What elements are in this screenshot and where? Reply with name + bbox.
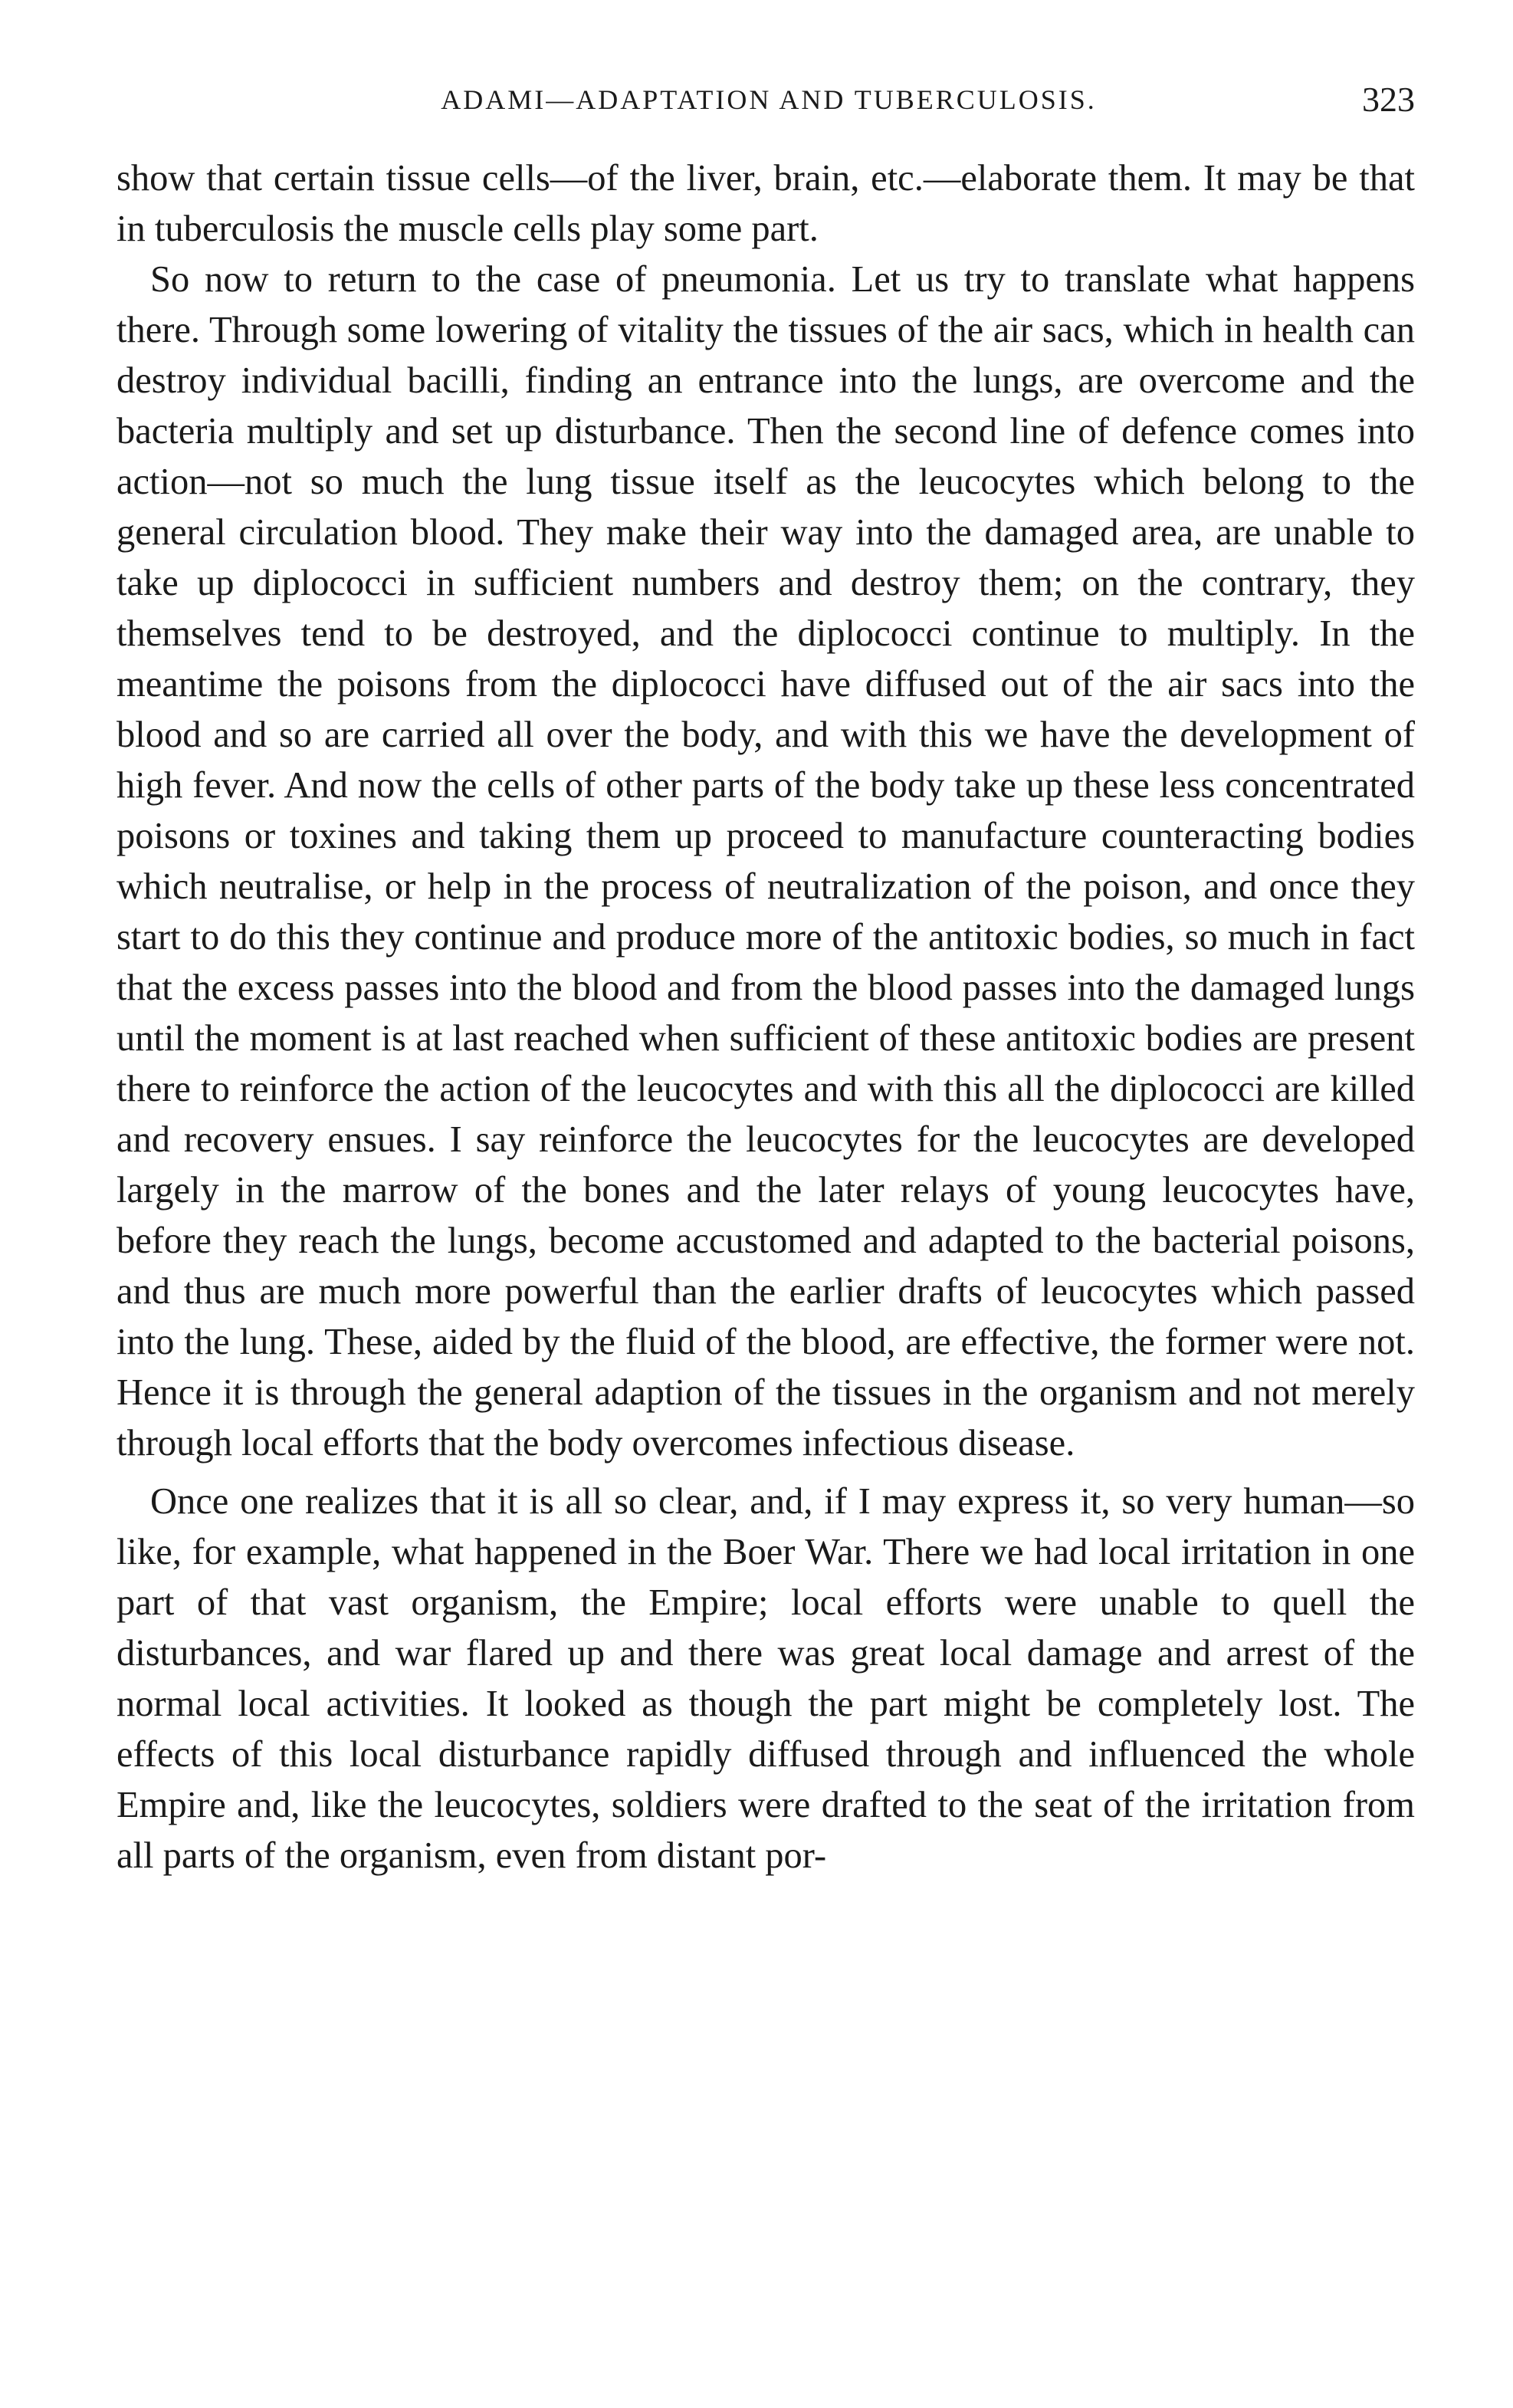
running-title: ADAMI—ADAPTATION AND TUBERCULOSIS. <box>441 84 1097 115</box>
body-text <box>117 153 1415 1881</box>
paragraph-pneumonia: So now to return to the case of pneumonia. Let us try to translate what happens there. Through some lowering of vitality the tissues of the air sacs, which in health can destroy individual bacilli, finding an entrance into the lungs, are overcome and the bacteria multiply and set up disturbance. Then the second line of defence comes into action—not so much the lung tissue itself as the leucocytes which belong to the general circulation blood. They make their way into the damaged area, are unable to take up diplococci in sufficient numbers and destroy them; on the contrary, they themselves tend to be destroyed, and the diplococci continue to multiply. In the meantime the poisons from the diplococci have diffused out of the air sacs into the blood and so are carried all over the body, and with this we have the development of high fever. And now the cells of other parts of the body take up these less concentrated poisons or toxines and taking them up proceed to manufacture counteracting bodies which neutralise, or help in the process of neutralization of the poison, and once they start to do this they continue and produce more of the antitoxic bodies, so much in fact that the excess passes into the blood and from the blood passes into the damaged lungs until the moment is at last reached when sufficient of these antitoxic bodies are present there to reinforce the action of the leucocytes and with this all the diplococci are killed and recovery ensues. I say reinforce the leucocytes for the leucocytes are developed largely in the marrow of the bones and the later relays of young leucocytes have, before they reach the lungs, become accustomed and adapted to the bacterial poisons, and thus are much more powerful than the earlier drafts of leucocytes which passed into the lung. These, aided by the fluid of the blood, are effective, the former were not. Hence it is through the general adaption of the tissues in the organism and not merely through local efforts that the body overcomes infectious disease. <box>117 259 1415 1464</box>
page-number: 323 <box>1362 80 1415 119</box>
paragraph-boer-war: Once one realizes that it is all so clear, and, if I may express it, so very human—so like, for example, what happened in the Boer War. There we had local irritation in one part of that vast organism, the Empire; local efforts were unable to quell the disturbances, and war flared up and there was great local damage and arrest of the normal local activities. It looked as though the part might be completely lost. The effects of this local disturbance rapidly diffused through and influenced the whole Empire and, like the leucocytes, soldiers were drafted to the seat of the irritation from all parts of the organism, even from distant por- <box>117 1481 1415 1876</box>
paragraph-continued: show that certain tissue cells—of the liver, brain, etc.—elaborate them. It may be that in tuberculosis the muscle cells play some part. <box>117 158 1415 249</box>
running-head <box>123 77 1415 123</box>
